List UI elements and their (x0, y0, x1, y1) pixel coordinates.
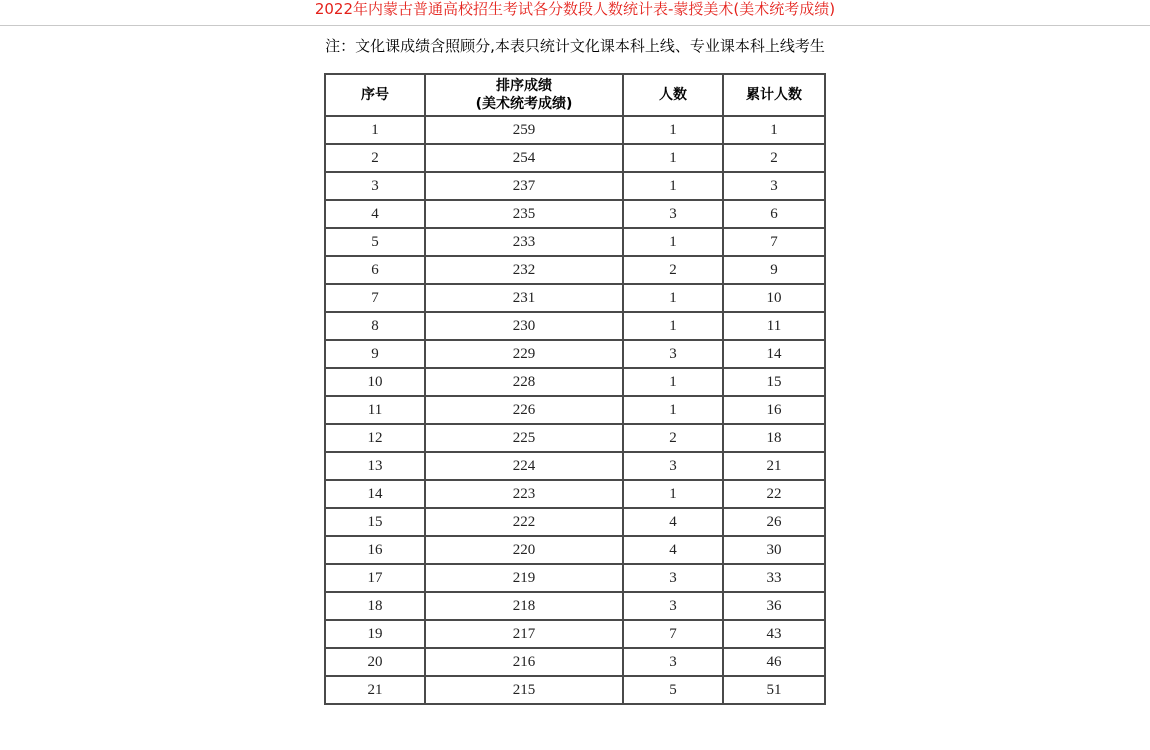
cell-score: 231 (425, 284, 623, 312)
table-row (325, 424, 825, 452)
cell-cumulative: 43 (723, 620, 825, 648)
cell-count: 3 (623, 648, 723, 676)
page-title: 2022年内蒙古普通高校招生考试各分数段人数统计表-蒙授美术(美术统考成绩) (314, 0, 836, 18)
cell-index: 18 (325, 592, 425, 620)
header-score (425, 74, 623, 116)
header-index: 序号 (325, 74, 425, 116)
table-note: 注：文化课成绩含照顾分,本表只统计文化课本科上线、专业课本科上线考生 (325, 37, 825, 55)
cell-index: 6 (325, 256, 425, 284)
table-row (325, 340, 825, 368)
cell-count: 1 (623, 368, 723, 396)
cell-score: 232 (425, 256, 623, 284)
cell-count: 1 (623, 228, 723, 256)
cell-cumulative: 21 (723, 452, 825, 480)
cell-count: 1 (623, 312, 723, 340)
cell-count: 3 (623, 592, 723, 620)
cell-index: 12 (325, 424, 425, 452)
cell-count: 2 (623, 424, 723, 452)
cell-cumulative: 3 (723, 172, 825, 200)
table-body (325, 116, 825, 704)
cell-index: 16 (325, 536, 425, 564)
cell-count: 4 (623, 536, 723, 564)
cell-index: 4 (325, 200, 425, 228)
header-score-line1: 排序成绩 (496, 78, 552, 94)
table-row (325, 536, 825, 564)
cell-count: 3 (623, 452, 723, 480)
cell-cumulative: 26 (723, 508, 825, 536)
cell-index: 8 (325, 312, 425, 340)
table-row (325, 396, 825, 424)
cell-cumulative: 22 (723, 480, 825, 508)
cell-score: 259 (425, 116, 623, 144)
cell-count: 3 (623, 340, 723, 368)
cell-cumulative: 9 (723, 256, 825, 284)
header-score-line2: (美术统考成绩) (475, 96, 573, 112)
cell-score: 218 (425, 592, 623, 620)
cell-score: 226 (425, 396, 623, 424)
cell-cumulative: 10 (723, 284, 825, 312)
cell-count: 7 (623, 620, 723, 648)
cell-score: 222 (425, 508, 623, 536)
cell-index: 14 (325, 480, 425, 508)
cell-index: 17 (325, 564, 425, 592)
cell-score: 235 (425, 200, 623, 228)
cell-index: 3 (325, 172, 425, 200)
cell-index: 13 (325, 452, 425, 480)
cell-index: 9 (325, 340, 425, 368)
table-row (325, 676, 825, 704)
table-row (325, 480, 825, 508)
cell-index: 1 (325, 116, 425, 144)
table-row (325, 592, 825, 620)
table-row (325, 648, 825, 676)
table-row (325, 508, 825, 536)
score-distribution-table (324, 73, 826, 705)
table-row (325, 312, 825, 340)
cell-cumulative: 16 (723, 396, 825, 424)
cell-index: 20 (325, 648, 425, 676)
table-row (325, 256, 825, 284)
cell-cumulative: 6 (723, 200, 825, 228)
cell-cumulative: 51 (723, 676, 825, 704)
cell-score: 230 (425, 312, 623, 340)
cell-score: 220 (425, 536, 623, 564)
cell-score: 219 (425, 564, 623, 592)
cell-score: 224 (425, 452, 623, 480)
cell-index: 11 (325, 396, 425, 424)
cell-cumulative: 15 (723, 368, 825, 396)
cell-cumulative: 11 (723, 312, 825, 340)
header-count: 人数 (623, 74, 723, 116)
cell-index: 21 (325, 676, 425, 704)
cell-cumulative: 14 (723, 340, 825, 368)
table-row (325, 284, 825, 312)
table-row (325, 116, 825, 144)
cell-cumulative: 2 (723, 144, 825, 172)
cell-count: 4 (623, 508, 723, 536)
cell-index: 5 (325, 228, 425, 256)
cell-count: 3 (623, 564, 723, 592)
cell-index: 19 (325, 620, 425, 648)
table-row (325, 564, 825, 592)
cell-cumulative: 33 (723, 564, 825, 592)
cell-score: 225 (425, 424, 623, 452)
cell-index: 10 (325, 368, 425, 396)
cell-score: 228 (425, 368, 623, 396)
title-divider (0, 25, 1150, 26)
cell-count: 1 (623, 144, 723, 172)
cell-index: 2 (325, 144, 425, 172)
table-header-row (325, 74, 825, 116)
cell-cumulative: 7 (723, 228, 825, 256)
cell-cumulative: 1 (723, 116, 825, 144)
header-cumulative: 累计人数 (723, 74, 825, 116)
cell-index: 7 (325, 284, 425, 312)
cell-count: 1 (623, 396, 723, 424)
cell-score: 223 (425, 480, 623, 508)
cell-count: 5 (623, 676, 723, 704)
cell-count: 1 (623, 172, 723, 200)
cell-score: 215 (425, 676, 623, 704)
cell-score: 254 (425, 144, 623, 172)
cell-cumulative: 30 (723, 536, 825, 564)
table-row (325, 172, 825, 200)
cell-cumulative: 36 (723, 592, 825, 620)
table-row (325, 452, 825, 480)
table-row (325, 368, 825, 396)
cell-index: 15 (325, 508, 425, 536)
cell-score: 229 (425, 340, 623, 368)
cell-cumulative: 46 (723, 648, 825, 676)
cell-cumulative: 18 (723, 424, 825, 452)
table-row (325, 200, 825, 228)
cell-score: 237 (425, 172, 623, 200)
cell-count: 1 (623, 116, 723, 144)
cell-count: 1 (623, 480, 723, 508)
cell-count: 3 (623, 200, 723, 228)
cell-count: 1 (623, 284, 723, 312)
cell-score: 217 (425, 620, 623, 648)
cell-count: 2 (623, 256, 723, 284)
table-row (325, 144, 825, 172)
table-row (325, 620, 825, 648)
cell-score: 216 (425, 648, 623, 676)
cell-score: 233 (425, 228, 623, 256)
table-row (325, 228, 825, 256)
